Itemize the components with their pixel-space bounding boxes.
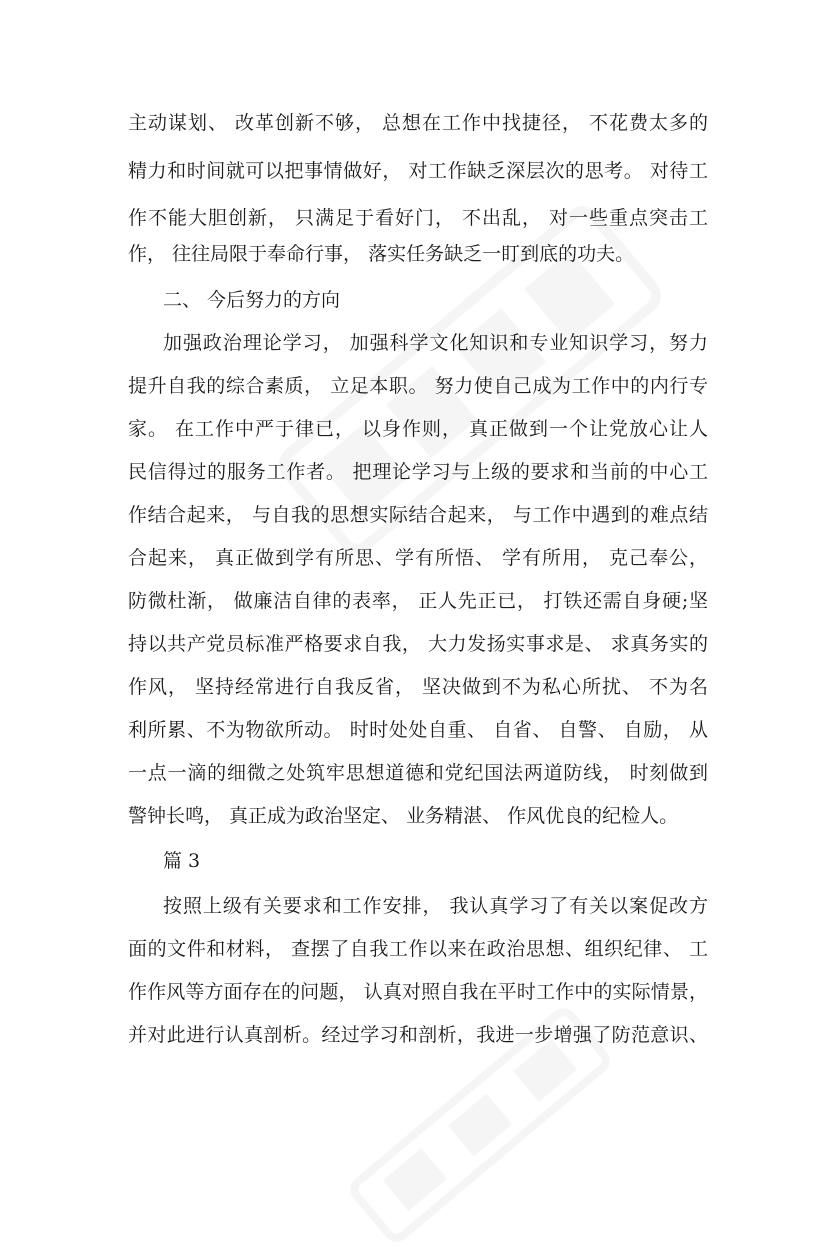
text-line: 警钟长鸣， 真正成为政治坚定、 业务精湛、 作风优良的纪检人。 — [128, 805, 679, 827]
text-line: 防微杜渐， 做廉洁自律的表率， 正人先正已， 打铁还需自身硬;坚 — [128, 590, 708, 612]
text-line: 持以共产党员标准严格要求自我， 大力发扬实事求是、 求真务实的 — [128, 633, 708, 655]
text-line: 作不能大胆创新， 只满足于看好门， 不出乱， 对一些重点突击工 — [128, 207, 708, 229]
text-line: 作作风等方面存在的问题， 认真对照自我在平时工作中的实际情景， — [128, 981, 708, 1003]
text-line: 按照上级有关要求和工作安排， 我认真学习了有关以案促改方 — [163, 895, 708, 917]
section-heading: 篇 3 — [163, 850, 201, 872]
text-line: 精力和时间就可以把事情做好， 对工作缺乏深层次的思考。 对待工 — [128, 160, 708, 182]
text-line: 并对此进行认真剖析。经过学习和剖析，我进一步增强了防范意识、 — [128, 1024, 708, 1046]
text-line: 合起来， 真正做到学有所思、学有所悟、 学有所用， 克己奉公， — [128, 547, 708, 569]
text-line: 主动谋划、 改革创新不够， 总想在工作中找捷径， 不花费太多的 — [128, 112, 708, 134]
text-line: 利所累、不为物欲所动。 时时处处自重、 自省、 自警、 自励， 从 — [128, 719, 708, 741]
text-line: 家。 在工作中严于律已， 以身作则， 真正做到一个让党放心让人 — [128, 418, 708, 440]
text-line: 提升自我的综合素质， 立足本职。 努力使自己成为工作中的内行专 — [128, 375, 708, 397]
text-line: 作， 往往局限于奉命行事， 落实任务缺乏一盯到底的功夫。 — [128, 243, 635, 265]
text-line: 作结合起来， 与自我的思想实际结合起来， 与工作中遇到的难点结 — [128, 504, 708, 526]
text-line: 一点一滴的细微之处筑牢思想道德和党纪国法两道防线， 时刻做到 — [128, 762, 708, 784]
text-line: 民信得过的服务工作者。 把理论学习与上级的要求和当前的中心工 — [128, 461, 708, 483]
section-heading: 二、 今后努力的方向 — [163, 289, 341, 311]
text-line: 面的文件和材料， 查摆了自我工作以来在政治思想、组织纪律、 工 — [128, 938, 708, 960]
text-line: 作风， 坚持经常进行自我反省， 坚决做到不为私心所扰、 不为名 — [128, 676, 708, 698]
text-line: 加强政治理论学习， 加强科学文化知识和专业知识学习，努力 — [163, 332, 708, 354]
